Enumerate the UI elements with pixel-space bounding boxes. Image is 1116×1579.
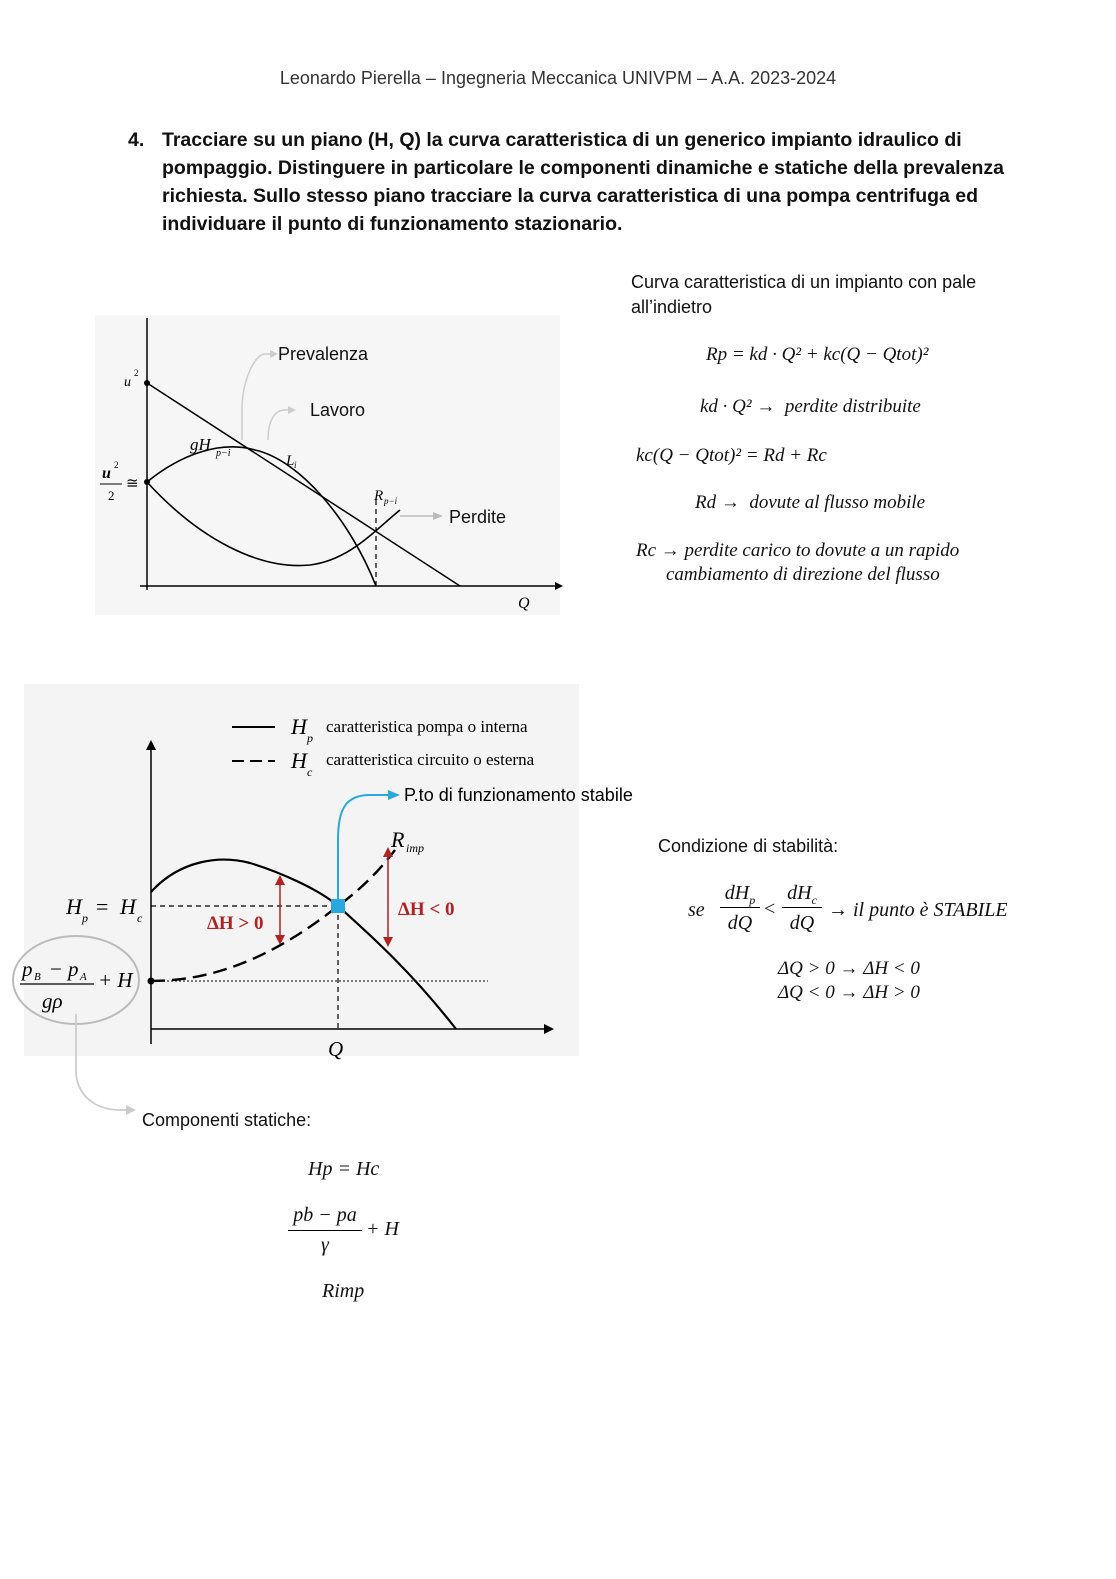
label-gh: gH — [190, 435, 211, 454]
y-label-u2: u — [124, 375, 131, 390]
axis-q-label-2: Q — [328, 1037, 344, 1061]
svg-text:≅: ≅ — [126, 476, 139, 492]
stability-dq-neg: ΔQ < 0 → ΔH > 0 — [778, 982, 920, 1003]
eq-rc: Rc → perdite carico to dovute a un rapido — [636, 540, 960, 561]
question-number: 4. — [128, 129, 145, 151]
stability-dq-pos: ΔQ > 0 → ΔH < 0 — [778, 958, 920, 979]
svg-text:H: H — [291, 748, 307, 773]
label-prevalenza: Prevalenza — [278, 344, 369, 364]
legend-hc: caratteristica circuito o esterna — [326, 750, 535, 769]
label-lavoro: Lavoro — [310, 400, 366, 420]
axis-q-label: Q — [518, 595, 530, 612]
legend-hp: caratteristica pompa o interna — [326, 717, 528, 736]
svg-text:B: B — [34, 971, 41, 983]
figure-plant-curve — [90, 310, 570, 620]
eq-kd: kd · Q² → perdite distribuite — [700, 396, 921, 417]
svg-text:−: − — [50, 957, 62, 981]
question-block — [128, 126, 1028, 238]
svg-text:2: 2 — [114, 460, 119, 470]
static-title: Componenti statiche: — [142, 1110, 312, 1130]
label-rp-sub: p−i — [384, 496, 398, 506]
plant-curve-title: Curva caratteristica di un impianto con pale all’indietro — [631, 272, 977, 317]
y-label-u2-half: u — [102, 465, 111, 482]
figure-operating-point — [10, 680, 690, 1120]
svg-text:2: 2 — [134, 368, 139, 378]
question-text: Tracciare su un piano (H, Q) la curva caratteristica di un generico impianto idraulico di pompaggio. Distinguere in particolare le componenti dinamiche e statiche della prevalenza richiesta. Sullo stesso piano tracciare la curva caratteristica di una pompa centrifuga ed individuare il punto di funzionamento stazionario. — [162, 129, 1004, 235]
eq-rd: Rd → dovute al flusso mobile — [695, 492, 926, 513]
label-li-sub: i — [294, 460, 297, 470]
label-rimp: imp — [406, 841, 424, 855]
label-stable-point: P.to di funzionamento stabile — [404, 785, 633, 805]
eq-rc-cont: cambiamento di direzione del flusso — [666, 564, 940, 585]
label-perdite: Perdite — [449, 507, 507, 527]
stability-title: Condizione di stabilità: — [658, 836, 839, 856]
svg-text:2: 2 — [108, 488, 115, 503]
eq-kc: kc(Q − Qtot)² = Rd + Rc — [636, 445, 827, 466]
page-header: Leonardo Pierella – Ingegneria Meccanica UNIVPM – A.A. 2023-2024 — [279, 68, 837, 88]
label-li: L — [286, 453, 295, 469]
label-gh-sub: p−i — [216, 448, 231, 459]
svg-text:H: H — [66, 894, 82, 919]
svg-text:gρ: gρ — [42, 989, 63, 1013]
label-delta-neg: ΔH < 0 — [398, 899, 455, 920]
svg-text:+ H: + H — [98, 968, 133, 992]
svg-text:A: A — [80, 971, 87, 983]
static-eq1: Hp = Hc — [308, 1158, 380, 1180]
svg-text:H: H — [291, 714, 307, 739]
svg-text:R: R — [391, 827, 405, 852]
svg-text:c: c — [137, 911, 143, 925]
svg-text:c: c — [307, 765, 313, 779]
svg-text:p: p — [22, 957, 33, 981]
svg-text:H: H — [120, 894, 136, 919]
svg-text:p: p — [82, 911, 88, 925]
svg-text:=: = — [96, 894, 109, 919]
svg-text:p: p — [68, 957, 79, 981]
static-eq3: Rimp — [322, 1280, 365, 1302]
svg-text:p: p — [307, 731, 313, 745]
label-delta-pos: ΔH > 0 — [207, 913, 264, 934]
eq-rp: Rp = kd · Q² + kc(Q − Qtot)² — [706, 344, 929, 365]
label-rp: R — [374, 488, 384, 504]
